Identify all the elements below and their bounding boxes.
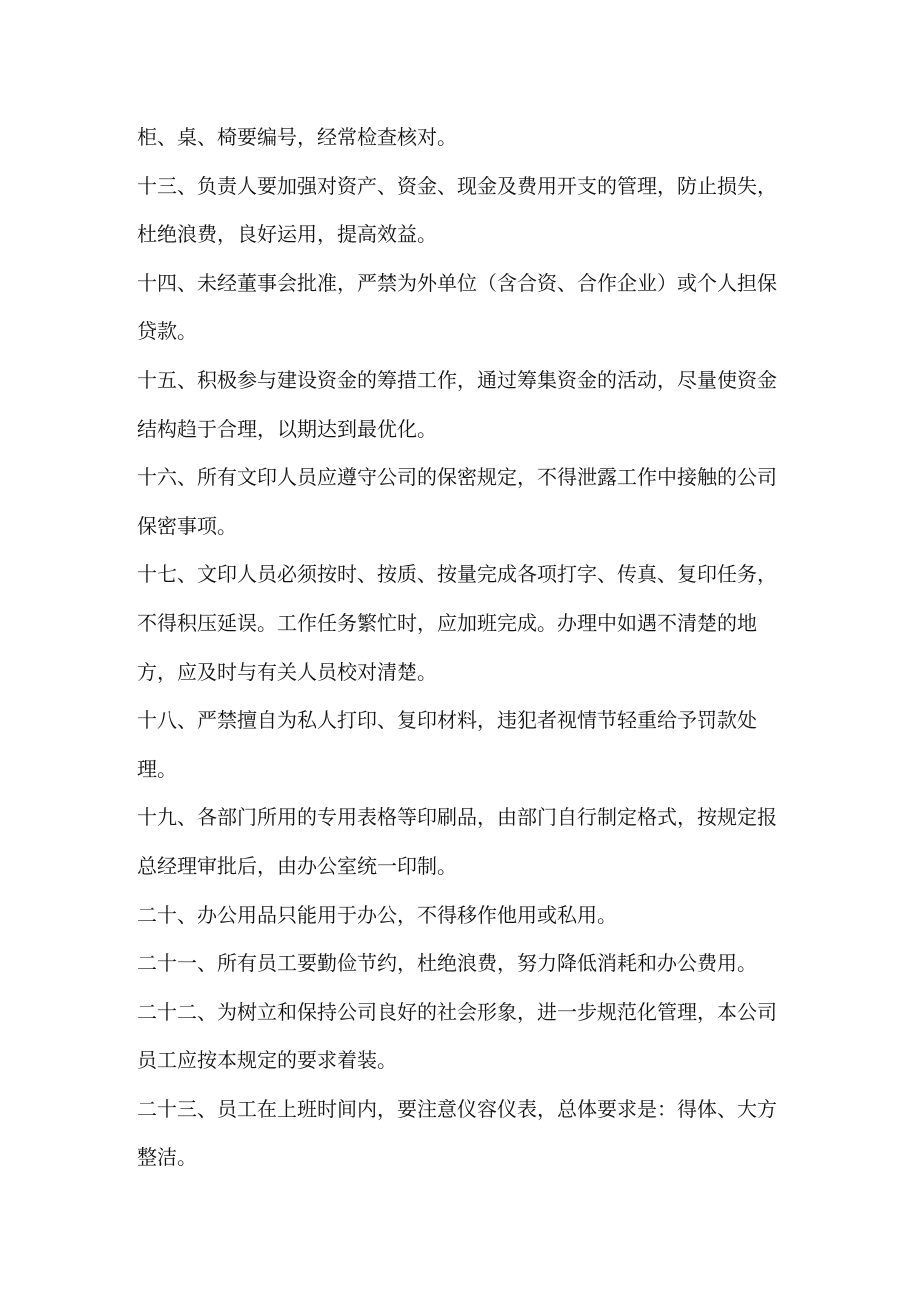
text-line: 保密事项。: [137, 513, 237, 538]
text-line: 方，应及时与有关人员校对清楚。: [137, 659, 437, 684]
text-line: 二十、办公用品只能用于办公，不得移作他用或私用。: [137, 902, 617, 927]
text-line: 二十三、员工在上班时间内，要注意仪容仪表，总体要求是：得体、大方: [137, 1096, 777, 1121]
text-line: 十五、积极参与建设资金的筹措工作，通过筹集资金的活动，尽量使资金: [137, 367, 777, 392]
text-line: 十三、负责人要加强对资产、资金、现金及费用开支的管理，防止损失，: [137, 173, 777, 198]
text-line: 十八、严禁擅自为私人打印、复印材料，违犯者视情节轻重给予罚款处: [137, 708, 757, 733]
text-line: 总经理审批后，由办公室统一印制。: [137, 853, 457, 878]
text-line: 十七、文印人员必须按时、按质、按量完成各项打字、传真、复印任务，: [137, 562, 777, 587]
text-line: 结构趋于合理，以期达到最优化。: [137, 416, 437, 441]
text-line: 十四、未经董事会批准，严禁为外单位（含合资、合作企业）或个人担保: [137, 270, 777, 295]
text-line: 整洁。: [137, 1145, 197, 1170]
document-body: [137, 113, 787, 1182]
text-line: 理。: [137, 756, 177, 781]
text-line: 杜绝浪费，良好运用，提高效益。: [137, 222, 437, 247]
text-line: 十六、所有文印人员应遵守公司的保密规定，不得泄露工作中接触的公司: [137, 465, 777, 490]
text-line: 二十二、为树立和保持公司良好的社会形象，进一步规范化管理，本公司: [137, 999, 777, 1024]
text-line: 二十一、所有员工要勤俭节约，杜绝浪费，努力降低消耗和办公费用。: [137, 951, 757, 976]
text-line: 不得积压延误。工作任务繁忙时，应加班完成。办理中如遇不清楚的地: [137, 610, 757, 635]
text-line: 柜、桌、椅要编号，经常检查核对。: [137, 125, 457, 149]
text-line: 十九、各部门所用的专用表格等印刷品，由部门自行制定格式，按规定报: [137, 805, 777, 830]
text-line: 员工应按本规定的要求着装。: [137, 1048, 397, 1073]
text-line: 贷款。: [137, 319, 197, 344]
